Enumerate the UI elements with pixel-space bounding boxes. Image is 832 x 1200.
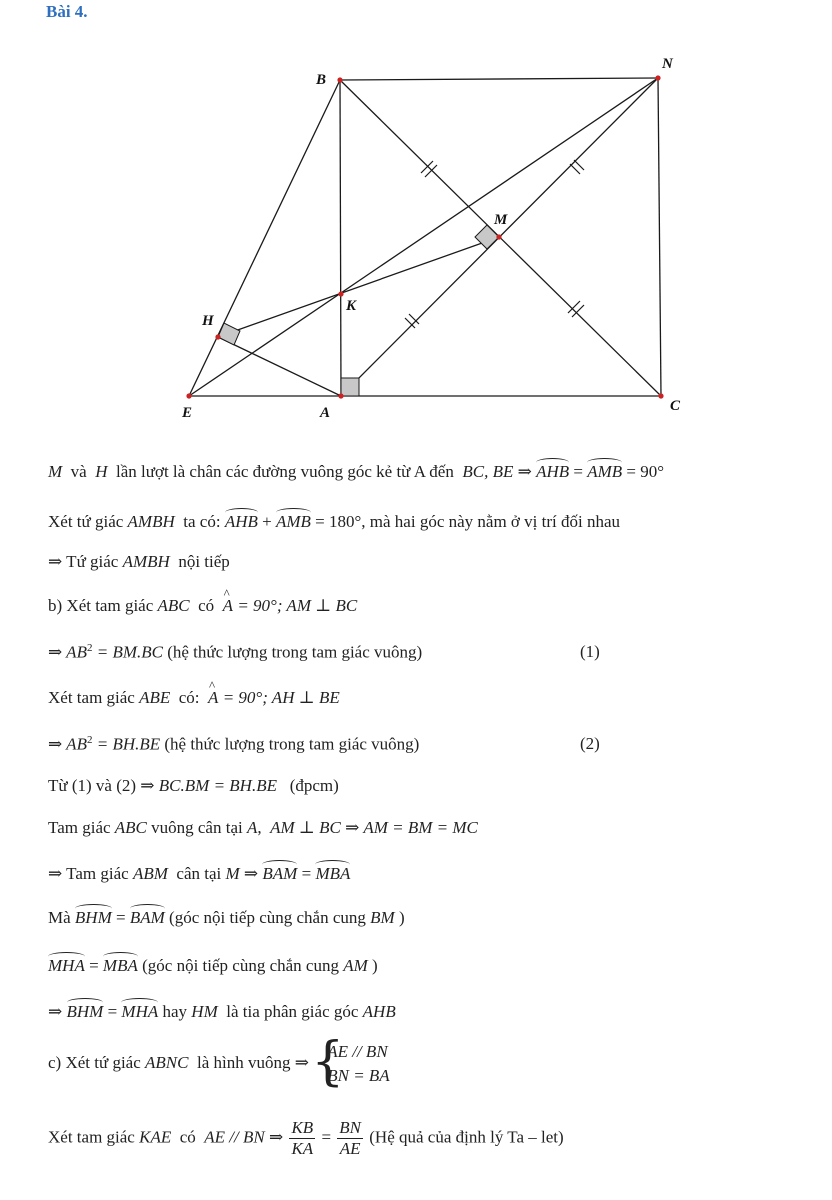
text: ⇒ Tứ giác	[48, 552, 119, 571]
denominator: KA	[291, 1139, 314, 1158]
solution-line-14	[48, 1040, 390, 1088]
point-C	[658, 393, 663, 398]
text: Tam giác	[48, 818, 111, 837]
text: KAE	[139, 1127, 172, 1147]
text: AM ⊥ BC ⇒ AM = BM = MC	[270, 818, 478, 837]
solution-line-10	[48, 860, 350, 884]
angle-BAM: BAM	[130, 904, 165, 928]
text: BM	[370, 908, 395, 927]
text: =	[107, 1002, 118, 1021]
points	[186, 75, 663, 398]
text: ABNC	[145, 1052, 189, 1072]
text: Mà	[48, 908, 71, 927]
right-angle-H	[218, 323, 240, 345]
solution-line-9	[48, 818, 478, 838]
text: ⇒ Tam giác	[48, 864, 129, 883]
segment-HM	[218, 237, 499, 337]
solution-line-1	[48, 458, 664, 482]
exponent: 2	[86, 642, 93, 654]
solution-line-2	[48, 508, 620, 532]
label-H: H	[202, 313, 214, 329]
point-N	[655, 75, 660, 80]
text: là tia phân giác góc	[226, 1002, 359, 1021]
fraction-BN-AE	[337, 1118, 363, 1159]
solution-line-5	[48, 642, 600, 663]
text: có:	[178, 688, 200, 707]
text: ,	[257, 818, 262, 837]
angle-AMB: AMB	[587, 458, 622, 482]
label-K: K	[346, 298, 357, 314]
text: =	[116, 908, 126, 927]
text: b) Xét tam giác	[48, 596, 154, 615]
text: c) Xét tứ giác	[48, 1052, 141, 1072]
fraction-KB-KA	[289, 1118, 315, 1159]
text: AE // BN ⇒	[204, 1127, 284, 1147]
text: =	[573, 462, 583, 481]
text: = 90°	[626, 462, 665, 481]
solution-line-13	[48, 998, 396, 1022]
text: )	[398, 908, 405, 927]
system-row: { AE // BN	[327, 1042, 388, 1061]
text: AHB	[362, 1002, 396, 1021]
text: M ⇒	[225, 864, 259, 883]
text: hay	[162, 1002, 188, 1021]
point-H	[215, 334, 220, 339]
text: Xét tam giác	[48, 1127, 135, 1147]
point-A	[338, 393, 343, 398]
text: và	[70, 462, 87, 481]
denominator: AE	[339, 1139, 361, 1158]
angle-MHA: MHA	[121, 998, 158, 1022]
text: = 90°; AH ⊥ BE	[222, 688, 340, 707]
system-row: BN = BA	[327, 1066, 390, 1085]
angle-AHB: AHB	[536, 458, 569, 482]
segment-NC	[658, 78, 661, 396]
text: (hệ thức lượng trong tam giác vuông)	[167, 642, 423, 662]
text: ABC	[157, 596, 190, 615]
text: (góc nội tiếp cùng chắn cung	[142, 956, 339, 975]
text: cân tại	[176, 864, 222, 883]
figure-lines	[189, 78, 661, 396]
text: ABC	[114, 818, 147, 837]
geometry-figure	[0, 0, 832, 440]
text: nội tiếp	[178, 552, 230, 571]
text: +	[262, 512, 272, 531]
angle-AHB: AHB	[225, 508, 258, 532]
solution-line-15	[48, 1118, 564, 1159]
text: (Hệ quả của định lý Ta – let)	[369, 1127, 564, 1147]
text: BC, BE ⇒	[462, 462, 532, 481]
solution-line-3	[48, 552, 230, 572]
angle-A: ^ A	[208, 688, 218, 708]
text: ⇒ AB	[48, 642, 87, 662]
tick-marks	[405, 160, 584, 328]
text: AM	[343, 956, 368, 975]
angle-BHM: BHM	[75, 904, 112, 928]
angle-MHA: MHA	[48, 952, 85, 976]
text: ABM	[132, 864, 168, 883]
angle-A: ^ A	[223, 596, 233, 616]
label-B: B	[316, 72, 327, 88]
right-angle-A	[341, 378, 359, 396]
text: Xét tứ giác	[48, 512, 124, 531]
text: có	[179, 1127, 196, 1147]
text: = 90°; AM ⊥ BC	[237, 596, 358, 615]
equation-number: (2)	[580, 734, 600, 753]
equation-number: (1)	[580, 642, 600, 661]
numerator: KB	[291, 1118, 314, 1137]
segment-EN	[189, 78, 658, 396]
angle-MBA: MBA	[315, 860, 350, 884]
text: M	[48, 462, 63, 481]
solution-line-8	[48, 776, 339, 796]
text: = 180°	[315, 512, 362, 531]
numerator: BN	[339, 1118, 362, 1137]
solution-line-7	[48, 734, 600, 755]
angle-AMB: AMB	[276, 508, 311, 532]
text: =	[89, 956, 99, 975]
solution-line-4	[48, 596, 357, 616]
segment-HA	[218, 337, 341, 396]
problem-heading: Bài 4.	[46, 2, 88, 21]
angle-BAM: BAM	[262, 860, 297, 884]
text: vuông cân tại	[151, 818, 243, 837]
text: = BM.BC	[96, 642, 163, 662]
exponent: 2	[86, 734, 93, 746]
text: ABE	[139, 688, 171, 707]
text: , mà hai góc này nằm ở vị trí đối nhau	[361, 512, 621, 531]
label-C: C	[670, 398, 681, 414]
solution-line-11	[48, 904, 405, 928]
text: H	[95, 462, 108, 481]
text: lần lượt là chân các đường vuông góc kẻ từ A đến	[116, 462, 454, 481]
text: =	[321, 1127, 332, 1147]
segment-BE	[189, 80, 340, 396]
point-E	[186, 393, 191, 398]
segment-BA	[340, 80, 341, 396]
label-E: E	[182, 405, 193, 421]
text: (hệ thức lượng trong tam giác vuông)	[164, 734, 420, 754]
text: AMBH	[127, 512, 175, 531]
equation-system	[313, 1040, 389, 1088]
text: BC.BM = BH.BE	[158, 776, 277, 795]
text: Từ (1) và (2) ⇒	[48, 776, 155, 795]
text: ta có:	[183, 512, 221, 531]
angle-BHM: BHM	[67, 998, 104, 1022]
text: ⇒	[48, 1002, 63, 1021]
text: Xét tam giác	[48, 688, 135, 707]
text: A	[246, 818, 258, 837]
label-A: A	[320, 405, 331, 421]
segment-BN	[340, 78, 658, 80]
text: ⇒ AB	[48, 734, 87, 754]
solution-line-6	[48, 688, 340, 708]
text: có	[198, 596, 215, 615]
label-N: N	[662, 56, 673, 72]
point-M	[496, 234, 501, 239]
point-B	[337, 77, 342, 82]
text: HM	[191, 1002, 218, 1021]
text: là hình vuông ⇒	[196, 1052, 309, 1072]
text: AMBH	[122, 552, 170, 571]
label-M: M	[494, 212, 508, 228]
text: (góc nội tiếp cùng chắn cung	[169, 908, 366, 927]
right-angle-M	[475, 225, 499, 249]
right-angle-marks	[218, 225, 499, 396]
text: =	[301, 864, 312, 883]
angle-MBA: MBA	[103, 952, 138, 976]
text: (đpcm)	[289, 776, 339, 795]
point-K	[338, 291, 343, 296]
solution-line-12	[48, 952, 378, 976]
text: = BH.BE	[96, 734, 161, 754]
text: )	[372, 956, 378, 975]
